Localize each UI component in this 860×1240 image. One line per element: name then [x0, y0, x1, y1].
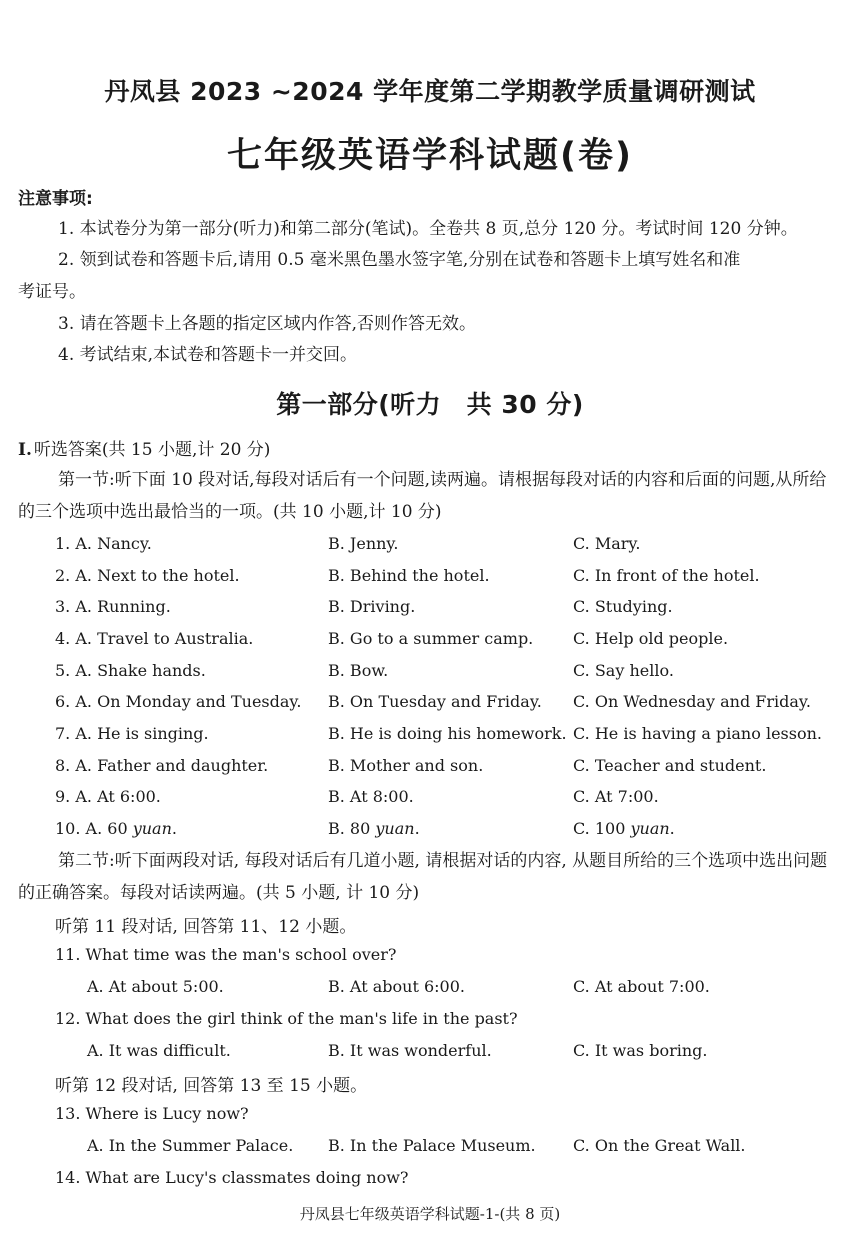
- question-12-stem: 12. What does the girl think of the man's life in the past?: [55, 1009, 518, 1028]
- part1-title: 第一部分(听力 共 30 分): [276, 390, 584, 419]
- question-row: [0, 534, 860, 558]
- currency-unit: yuan: [375, 819, 415, 838]
- question-row: [0, 977, 860, 1001]
- option-end: .: [414, 819, 420, 838]
- option-a: 8. A. Father and daughter.: [55, 756, 269, 775]
- option-c: C. On Wednesday and Friday.: [573, 692, 811, 711]
- question-row: [0, 692, 860, 716]
- question-14-stem: 14. What are Lucy's classmates doing now?: [55, 1168, 409, 1187]
- question-row: [0, 597, 860, 621]
- option-b: B. Mother and son.: [328, 756, 484, 775]
- sub2-instruction: 第二节:听下面两段对话, 每段对话后有几道小题, 请根据对话的内容, 从题目所给的三个选项中选出问题的正确答案。每段对话读两遍。(共 5 小题, 计 10 分): [18, 851, 828, 903]
- option-b: B. It was wonderful.: [328, 1041, 492, 1060]
- option-c: C. In front of the hotel.: [573, 566, 760, 585]
- option-b: B. At 8:00.: [328, 787, 414, 806]
- option-a: 7. A. He is singing.: [55, 724, 209, 743]
- question-13-stem: 13. Where is Lucy now?: [55, 1104, 249, 1123]
- option-b: B. Bow.: [328, 661, 389, 680]
- option-a-amount: 10. A. 60: [55, 819, 133, 838]
- option-c: C. At 7:00.: [573, 787, 659, 806]
- question-row: [0, 1041, 860, 1065]
- currency-unit: yuan: [132, 819, 172, 838]
- option-b-amount: B. 80: [328, 819, 376, 838]
- option-a: 3. A. Running.: [55, 597, 171, 616]
- option-a: 6. A. On Monday and Tuesday.: [55, 692, 302, 711]
- option-b: B. Behind the hotel.: [328, 566, 490, 585]
- notice-heading: 注意事项:: [18, 189, 93, 209]
- question-row: [0, 1136, 860, 1160]
- option-c: C. At about 7:00.: [573, 977, 710, 996]
- notice-item-2: 2. 领到试卷和答题卡后,请用 0.5 毫米黑色墨水签字笔,分别在试卷和答题卡上填写姓名和准: [58, 250, 741, 270]
- question-row: [0, 787, 860, 811]
- option-c-amount: C. 100: [573, 819, 631, 838]
- option-c: C. On the Great Wall.: [573, 1136, 746, 1155]
- option-a: A. In the Summer Palace.: [87, 1136, 294, 1155]
- option-end: .: [171, 819, 177, 838]
- section-roman-numeral: Ⅰ.: [18, 440, 32, 460]
- dialog-11-note: 听第 11 段对话, 回答第 11、12 小题。: [55, 917, 357, 937]
- exam-subtitle: 七年级英语学科试题(卷): [227, 136, 633, 176]
- currency-unit: yuan: [630, 819, 670, 838]
- option-b: B. Jenny.: [328, 534, 399, 553]
- option-b: B. Go to a summer camp.: [328, 629, 534, 648]
- option-a: 1. A. Nancy.: [55, 534, 152, 553]
- question-row: [0, 756, 860, 780]
- question-11-stem: 11. What time was the man's school over?: [55, 945, 397, 964]
- sub1-instruction: 第一节:听下面 10 段对话,每段对话后有一个问题,读两遍。请根据每段对话的内容和后面的问题,从所给的三个选项中选出最恰当的一项。(共 10 小题,计 10 分): [18, 470, 827, 522]
- notice-item-3: 3. 请在答题卡上各题的指定区域内作答,否则作答无效。: [58, 314, 477, 334]
- option-c: C. Help old people.: [573, 629, 729, 648]
- option-b: B. At about 6:00.: [328, 977, 465, 996]
- notice-item-1: 1. 本试卷分为第一部分(听力)和第二部分(笔试)。全卷共 8 页,总分 120 分。考试时间 120 分钟。: [58, 219, 798, 239]
- option-a: [55, 819, 177, 838]
- option-c: [573, 819, 675, 838]
- notice-item-2-cont: 考证号。: [18, 282, 86, 302]
- section1-heading: [18, 435, 270, 460]
- exam-title: 丹凤县 2023 ~2024 学年度第二学期教学质量调研测试: [104, 77, 756, 106]
- option-c: C. Say hello.: [573, 661, 674, 680]
- option-b: B. He is doing his homework.: [328, 724, 567, 743]
- option-end: .: [669, 819, 675, 838]
- question-row: [0, 661, 860, 685]
- option-a: A. It was difficult.: [87, 1041, 231, 1060]
- option-c: C. He is having a piano lesson.: [573, 724, 822, 743]
- option-c: C. It was boring.: [573, 1041, 708, 1060]
- option-c: C. Studying.: [573, 597, 673, 616]
- option-a: 4. A. Travel to Australia.: [55, 629, 254, 648]
- notice-item-4: 4. 考试结束,本试卷和答题卡一并交回。: [58, 345, 358, 365]
- option-b: B. In the Palace Museum.: [328, 1136, 536, 1155]
- page-footer: 丹凤县七年级英语学科试题-1-(共 8 页): [299, 1205, 561, 1223]
- question-row: [0, 724, 860, 748]
- option-a: 9. A. At 6:00.: [55, 787, 161, 806]
- option-c: C. Mary.: [573, 534, 641, 553]
- option-a: 2. A. Next to the hotel.: [55, 566, 240, 585]
- dialog-12-note: 听第 12 段对话, 回答第 13 至 15 小题。: [55, 1076, 368, 1096]
- option-a: 5. A. Shake hands.: [55, 661, 206, 680]
- question-row: [0, 566, 860, 590]
- option-b: B. Driving.: [328, 597, 416, 616]
- section-heading-text: 听选答案(共 15 小题,计 20 分): [33, 440, 271, 460]
- option-b: B. On Tuesday and Friday.: [328, 692, 542, 711]
- question-row: [0, 629, 860, 653]
- option-a: A. At about 5:00.: [87, 977, 224, 996]
- option-c: C. Teacher and student.: [573, 756, 767, 775]
- option-b: [328, 819, 420, 838]
- question-row: [0, 819, 860, 843]
